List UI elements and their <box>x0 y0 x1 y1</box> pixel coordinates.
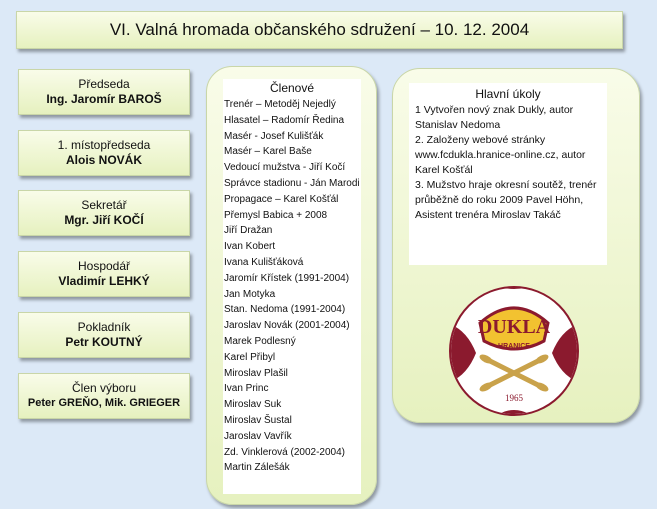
role-name: Peter GREŇO, Mik. GRIEGER <box>27 397 181 409</box>
member-item: Ivan Kobert <box>224 241 276 253</box>
members-box <box>206 66 377 505</box>
role-label: Sekretář <box>81 198 127 212</box>
members-title: Členové <box>269 81 315 95</box>
member-item: Karel Přibyl <box>224 351 276 363</box>
member-item: Vedoucí mužstva - Jiří Kočí <box>224 162 346 174</box>
members-list <box>224 97 362 476</box>
member-item: Jaroslav Vavřík <box>224 430 292 442</box>
member-item: Zd. Vinklerová (2002-2004) <box>224 446 345 458</box>
member-item: Ivan Princ <box>224 383 269 395</box>
member-item: Masér - Josef Kulišťák <box>224 130 324 142</box>
member-item: Martin Zálešák <box>224 462 290 474</box>
member-item: Trenér – Metoděj Nejedlý <box>224 99 336 110</box>
members-panel <box>223 79 361 494</box>
page-title-box <box>16 11 623 49</box>
member-item: Správce stadionu - Ján Marodi <box>224 177 360 189</box>
role-label: Předseda <box>78 77 130 91</box>
role-name: Vladimír LEHKÝ <box>58 274 150 288</box>
dukla-logo <box>446 283 582 419</box>
member-item: Propagace – Karel Košťál <box>224 193 339 205</box>
task-item: 3. Mužstvo hraje okresní soutěž, trenér průběžně do roku 2009 Pavel Höhn, Asistent trenéra Miroslav Takáč <box>415 179 597 221</box>
role-label: 1. místopředseda <box>57 138 151 152</box>
member-item: Jan Motyka <box>224 288 276 300</box>
member-item: Přemysl Babica + 2008 <box>224 209 328 221</box>
tasks-list <box>415 103 611 223</box>
tasks-panel <box>409 83 607 265</box>
role-label: Pokladník <box>77 320 131 334</box>
role-name: Mgr. Jiří KOČÍ <box>64 213 144 227</box>
member-item: Masér – Karel Baše <box>224 146 312 158</box>
member-item: Jaroslav Novák (2001-2004) <box>224 320 350 332</box>
member-item: Miroslav Šustal <box>224 414 292 426</box>
member-item: Stan. Nedoma (1991-2004) <box>224 304 346 316</box>
member-item: Miroslav Suk <box>224 399 282 411</box>
logo-year: 1965 <box>505 393 523 403</box>
role-name: Ing. Jaromír BAROŠ <box>46 92 162 106</box>
role-box-chairman <box>18 69 190 115</box>
role-name: Alois NOVÁK <box>65 153 142 167</box>
role-label: Člen výboru <box>71 381 137 395</box>
member-item: Miroslav Plašil <box>224 367 288 379</box>
member-item: Jaromír Křístek (1991-2004) <box>224 272 350 284</box>
page-title: VI. Valná hromada občanského sdružení – 10. 12. 2004 <box>109 20 530 39</box>
logo-name: DUKLA <box>477 316 551 338</box>
role-box-cashier <box>18 312 190 358</box>
member-item: Ivana Kulišťáková <box>224 256 304 268</box>
member-item: Jiří Dražan <box>224 225 273 237</box>
member-item: Hlasatel – Radomír Ředina <box>224 114 345 126</box>
role-box-vice-chairman <box>18 130 190 176</box>
role-label: Hospodář <box>77 259 131 273</box>
role-box-secretary <box>18 190 190 236</box>
role-box-treasurer <box>18 251 190 297</box>
task-item: 1 Vytvořen nový znak Dukly, autor Stanislav Nedoma <box>415 104 574 131</box>
tasks-title: Hlavní úkoly <box>475 87 541 101</box>
member-item: Marek Podlesný <box>224 335 296 347</box>
logo-city: HRANICE <box>498 343 530 350</box>
task-item: 2. Založeny webové stránky www.fcdukla.hranice-online.cz, autor Karel Košťál <box>415 134 586 176</box>
role-box-committee-member <box>18 373 190 419</box>
role-name: Petr KOUTNÝ <box>65 335 143 349</box>
